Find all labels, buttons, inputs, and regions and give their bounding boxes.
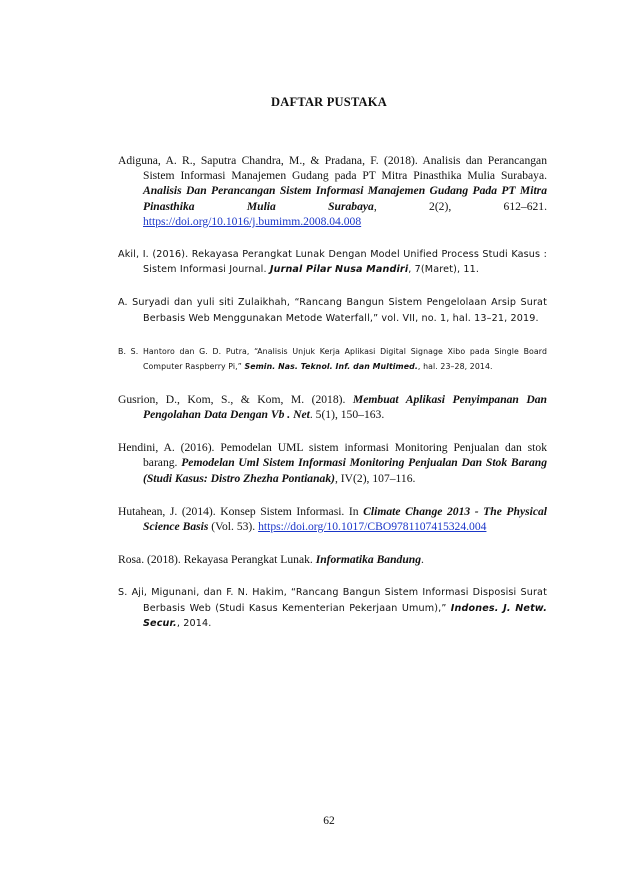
reference-item (118, 344, 547, 374)
reference-text: Hendini, A. (2016). Pemodelan UML sistem informasi Monitoring Penjualan dan stok barang. (118, 441, 547, 470)
reference-text: Akil, I. (2016). Rekayasa Perangkat Lunak Dengan Model Unified Process Studi Kasus : Sistem Informasi Journal. (118, 249, 547, 276)
reference-title: Jurnal Pilar Nusa Mandiri (269, 264, 409, 276)
reference-details: , hal. 23–28, 2014. (417, 361, 493, 371)
reference-text: Rosa. (2018). Rekayasa Perangkat Lunak. (118, 553, 316, 567)
reference-item (118, 153, 547, 229)
reference-details: , IV(2), 107–116. (335, 471, 416, 485)
page-title: DAFTAR PUSTAKA (271, 95, 387, 109)
reference-item (118, 504, 547, 534)
reference-item (118, 585, 547, 631)
reference-title: Semin. Nas. Teknol. Inf. dan Multimed. (244, 361, 418, 371)
reference-title: Climate Change 2013 - The Physical Science Basis (143, 504, 548, 534)
reference-title: Analisis Dan Perancangan Sistem Informasi Manajemen Gudang Pada PT Mitra Pinasthika Mulia Surabaya (143, 184, 547, 213)
reference-title: Informatika Bandung (315, 553, 422, 567)
reference-item (118, 247, 547, 277)
reference-title: Indones. J. Netw. Secur. (143, 602, 547, 629)
reference-details: , 7(Maret), 11. (408, 264, 480, 276)
reference-details: . (421, 553, 424, 567)
reference-item (118, 295, 547, 325)
reference-text: A. Suryadi dan yuli siti Zulaikhah, “Rancang Bangun Sistem Pengelolaan Arsip Surat Berbasis Web Menggunakan Metode Waterfall,” vol. VII, no. 1, hal. 13–21, 2019. (118, 297, 547, 324)
reference-text: Gusrion, D., Kom, S., & Kom, M. (2018). (118, 392, 353, 406)
doi-link[interactable]: https://doi.org/10.1016/j.bumimm.2008.04.008 (143, 214, 362, 228)
reference-details: (Vol. 53). (208, 520, 259, 534)
page-number: 62 (323, 815, 335, 827)
reference-list (118, 153, 547, 649)
reference-title: Pemodelan Uml Sistem Informasi Monitoring Penjualan Dan Stok Barang (Studi Kasus: Distro Zhezha Pontianak) (143, 456, 547, 485)
reference-item (118, 440, 547, 486)
reference-text: S. Aji, Migunani, dan F. N. Hakim, “Rancang Bangun Sistem Informasi Disposisi Surat Berbasis Web (Studi Kasus Kementerian Pekerjaan Umum),” (118, 587, 547, 614)
doi-link[interactable]: https://doi.org/10.1017/CBO9781107415324.004 (258, 520, 487, 534)
reference-details: . 5(1), 150–163. (309, 408, 385, 422)
reference-item (118, 392, 547, 422)
reference-text: Hutahean, J. (2014). Konsep Sistem Informasi. In (118, 504, 364, 518)
reference-details: , 2(2), 612–621. (373, 199, 547, 213)
reference-text: Adiguna, A. R., Saputra Chandra, M., & Pradana, F. (2018). Analisis dan Perancangan Sistem Informasi Manajemen Gudang pada PT Mitra Pinasthika Mulia Surabaya. (118, 154, 547, 183)
reference-details: , 2014. (176, 617, 212, 629)
reference-item (118, 552, 547, 567)
reference-text: B. S. Hantoro dan G. D. Putra, “Analisis Unjuk Kerja Aplikasi Digital Signage Xibo pada Single Board Computer Raspberry Pi,” (118, 346, 547, 371)
reference-title: Membuat Aplikasi Penyimpanan Dan Pengolahan Data Dengan Vb . Net (143, 392, 548, 422)
